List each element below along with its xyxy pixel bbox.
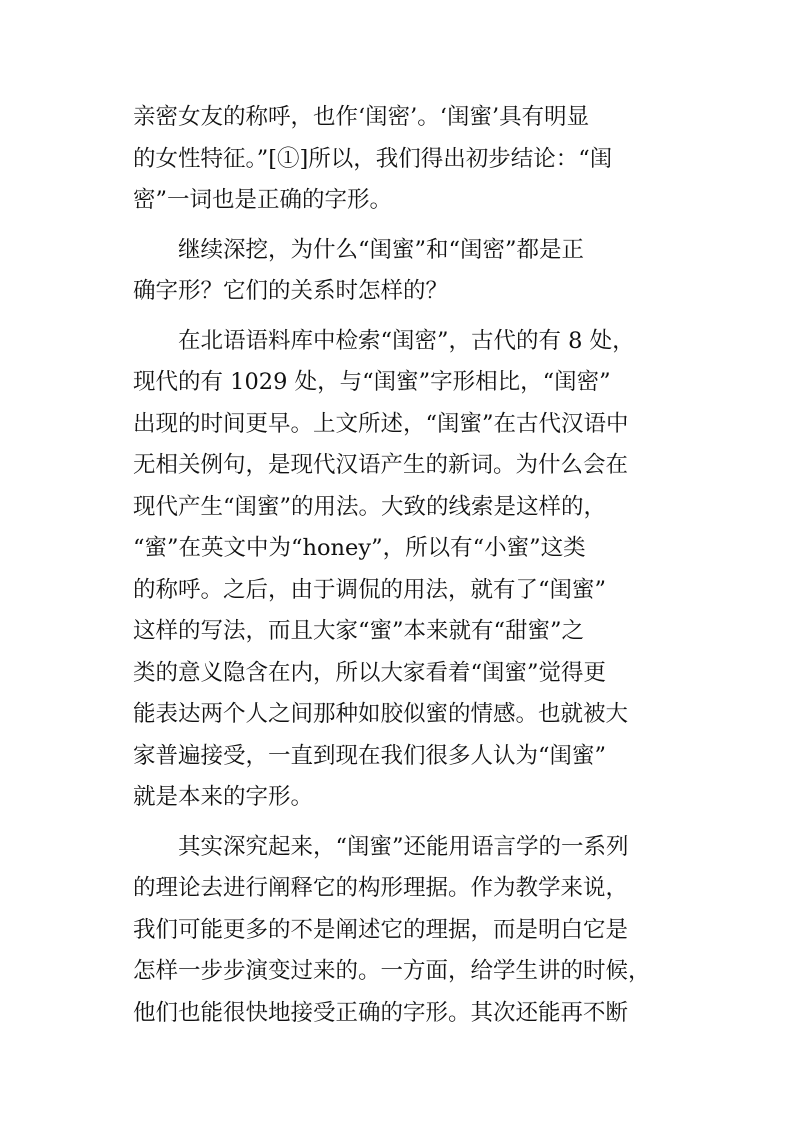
text-line: 的称呼。之后，由于调侃的用法，就有了“闺蜜” <box>133 576 607 603</box>
text-line: 确字形？它们的关系时怎样的？ <box>133 278 449 304</box>
text-line: 现代的有 1029 处，与“闺蜜”字形相比，“闺密” <box>133 369 611 395</box>
paragraph-4 <box>133 827 673 1035</box>
text-line: 他们也能很快地接受正确的字形。其次还能再不断 <box>133 999 629 1026</box>
text-line: 的女性特征。”[①]所以，我们得出初步结论：“闺 <box>133 145 613 172</box>
paragraph-2 <box>133 230 673 313</box>
text-line: 我们可能更多的不是阐述它的理据，而是明白它是 <box>133 916 629 943</box>
text-line: 类的意义隐含在内，所以大家看着“闺蜜”觉得更 <box>133 659 607 686</box>
text-line: 这样的写法，而且大家“蜜”本来就有“甜蜜”之 <box>133 618 585 644</box>
text-line: 无相关例句，是现代汉语产生的新词。为什么会在 <box>133 452 629 478</box>
text-line: 密”一词也是正确的字形。 <box>133 187 393 213</box>
text-line: 继续深挖，为什么“闺蜜”和“闺密”都是正 <box>133 236 585 263</box>
text-line: 家普遍接受，一直到现在我们很多人认为“闺蜜” <box>133 742 607 769</box>
text-line: 的理论去进行阐释它的构形理据。作为教学来说， <box>133 875 629 901</box>
text-line: 怎样一步步演变过来的。一方面，给学生讲的时候， <box>133 958 651 984</box>
text-line: 其实深究起来，“闺蜜”还能用语言学的一系列 <box>133 833 629 860</box>
text-line: “蜜”在英文中为“honey”，所以有“小蜜”这类 <box>133 535 586 561</box>
paragraph-3 <box>133 321 673 819</box>
document-body <box>133 97 673 1034</box>
text-line: 能表达两个人之间那种如胶似蜜的情感。也就被大 <box>133 701 629 727</box>
paragraph-1 <box>133 97 673 222</box>
text-line: 亲密女友的称呼，也作‘闺密’。‘闺蜜’具有明显 <box>133 104 590 130</box>
text-line: 就是本来的字形。 <box>133 784 314 810</box>
text-line: 出现的时间更早。上文所述，“闺蜜”在古代汉语中 <box>133 410 629 437</box>
text-line: 现代产生“闺蜜”的用法。大致的线索是这样的， <box>133 493 607 520</box>
text-line: 在北语语料库中检索“闺密”，古代的有 8 处， <box>133 327 635 354</box>
